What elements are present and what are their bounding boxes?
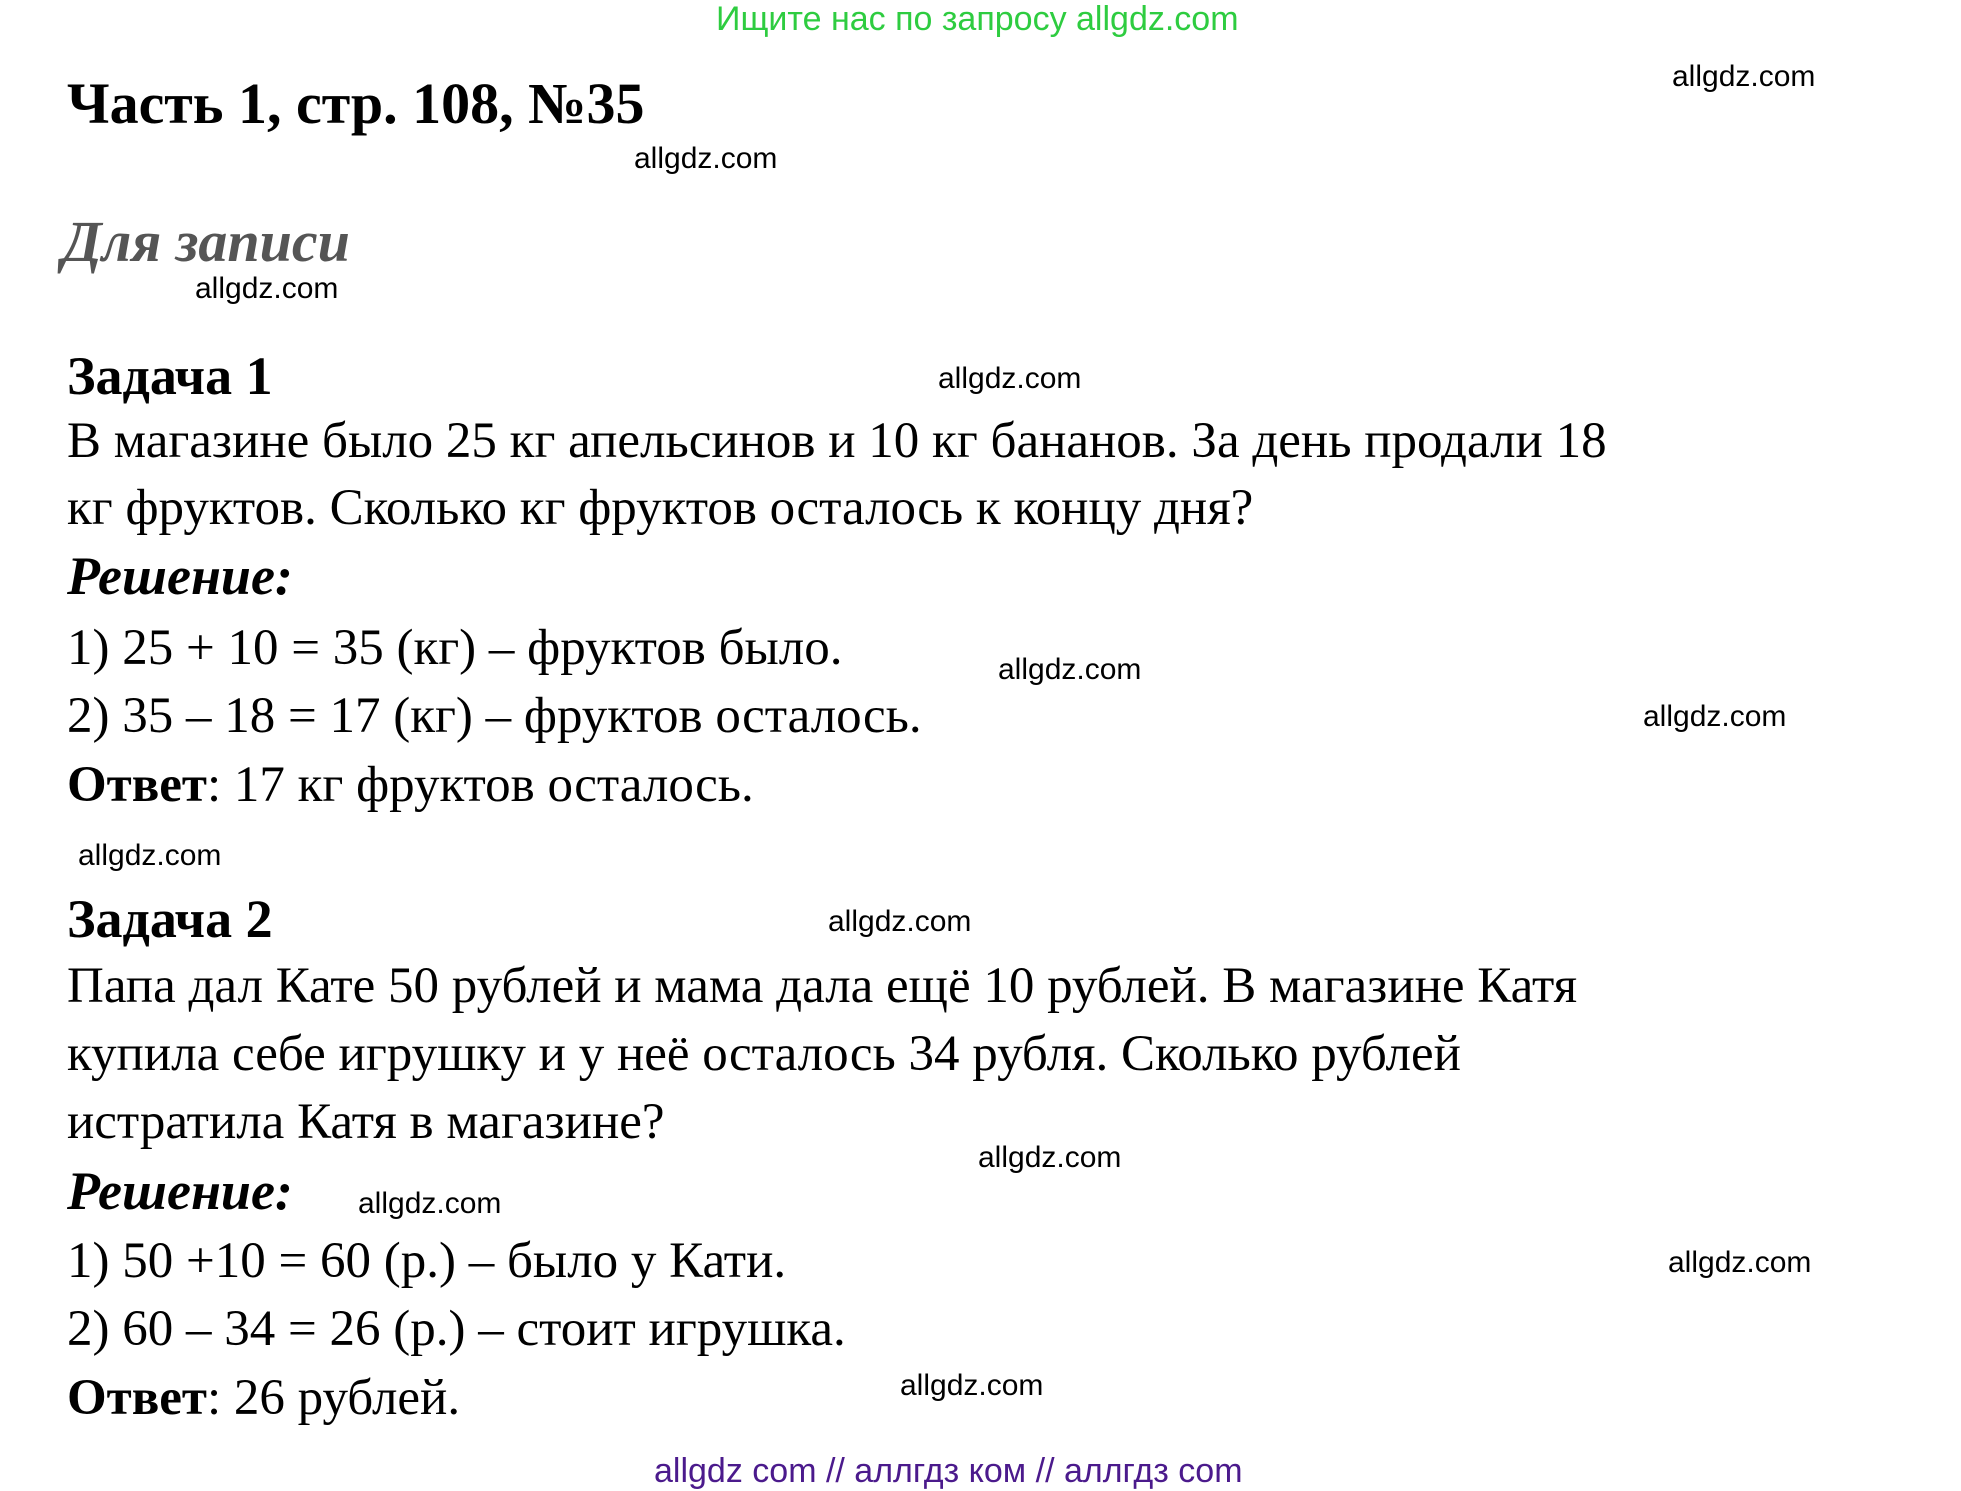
task2-step-1: 1) 50 +10 = 60 (р.) – было у Кати. — [67, 1233, 787, 1289]
watermark: allgdz.com — [1672, 60, 1816, 93]
watermark: allgdz.com — [978, 1141, 1122, 1174]
task2-line-1: Папа дал Кате 50 рублей и мама дала ещё 10 рублей. В магазине Катя — [67, 958, 1578, 1014]
watermark: allgdz.com — [1643, 700, 1787, 733]
task1-line-1: В магазине было 25 кг апельсинов и 10 кг бананов. За день продали 18 — [67, 413, 1607, 469]
task2-answer — [67, 1365, 460, 1432]
task2-heading: Задача 2 — [67, 889, 273, 949]
task1-answer — [67, 752, 754, 819]
task2-line-3: истратила Катя в магазине? — [67, 1094, 665, 1150]
task1-heading: Задача 1 — [67, 346, 273, 406]
task2-line-2: купила себе игрушку и у неё осталось 34 рубля. Сколько рублей — [67, 1026, 1461, 1082]
task1-line-2: кг фруктов. Сколько кг фруктов осталось к концу дня? — [67, 480, 1254, 536]
task1-answer-text: : 17 кг фруктов осталось. — [206, 757, 754, 813]
watermark: allgdz.com — [358, 1187, 502, 1220]
top-banner[interactable]: Ищите нас по запросу allgdz.com — [716, 0, 1239, 38]
task1-solution-label: Решение: — [67, 546, 293, 606]
page-title: Часть 1, стр. 108, №35 — [67, 71, 645, 136]
watermark: allgdz.com — [998, 653, 1142, 686]
footer-links[interactable]: allgdz com // аллгдз ком // аллгдз com — [654, 1452, 1243, 1490]
task1-step-1: 1) 25 + 10 = 35 (кг) – фруктов было. — [67, 620, 843, 676]
section-subtitle: Для записи — [62, 209, 350, 274]
task1-step-2: 2) 35 – 18 = 17 (кг) – фруктов осталось. — [67, 688, 922, 744]
task2-step-2: 2) 60 – 34 = 26 (р.) – стоит игрушка. — [67, 1301, 846, 1357]
watermark: allgdz.com — [828, 905, 972, 938]
watermark: allgdz.com — [900, 1369, 1044, 1402]
task1-answer-label: Ответ — [67, 757, 207, 813]
task2-answer-label: Ответ — [67, 1370, 207, 1426]
watermark: allgdz.com — [78, 839, 222, 872]
watermark: allgdz.com — [195, 272, 339, 305]
watermark: allgdz.com — [634, 142, 778, 175]
watermark: allgdz.com — [1668, 1246, 1812, 1279]
watermark: allgdz.com — [938, 362, 1082, 395]
task2-answer-text: : 26 рублей. — [206, 1370, 461, 1426]
task2-solution-label: Решение: — [67, 1161, 293, 1221]
